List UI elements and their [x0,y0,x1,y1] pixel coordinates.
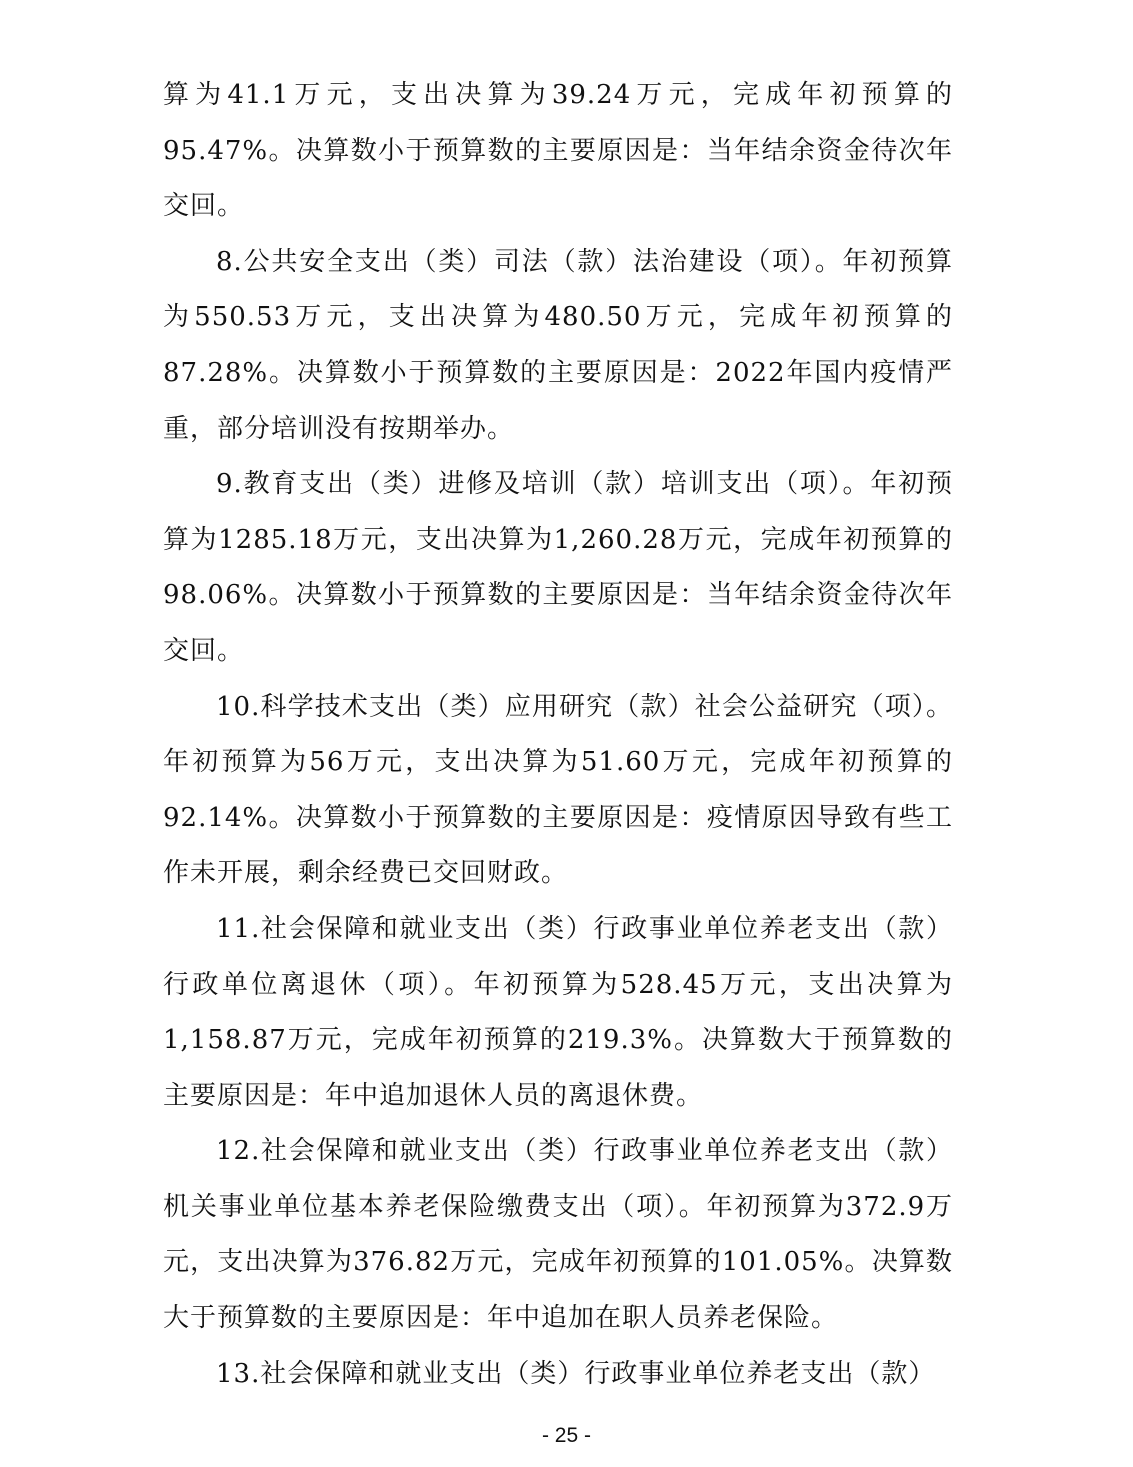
paragraph-item-12: 12.社会保障和就业支出（类）行政事业单位养老支出（款）机关事业单位基本养老保险缴费支出（项）。年初预算为372.9万元，支出决算为376.82万元，完成年初预算的101.05%。决算数大于预算数的主要原因是：年中追加在职人员养老保险。 [163,1136,953,1334]
paragraph-item-11: 11.社会保障和就业支出（类）行政事业单位养老支出（款）行政单位离退休（项）。年初预算为528.45万元，支出决算为1,158.87万元，完成年初预算的219.3%。决算数大于预算数的主要原因是：年中追加退休人员的离退休费。 [163,913,953,1111]
paragraph-item-8: 8.公共安全支出（类）司法（款）法治建设（项）。年初预算为550.53万元，支出决算为480.50万元，完成年初预算的87.28%。决算数小于预算数的主要原因是：2022年国内疫情严重，部分培训没有按期举办。 [163,246,953,444]
page-number: - 25 - [541,1424,591,1447]
paragraph-item-13: 13.社会保障和就业支出（类）行政事业单位养老支出（款） [216,1358,936,1389]
paragraph-item-9: 9.教育支出（类）进修及培训（款）培训支出（项）。年初预算为1285.18万元，支出决算为1,260.28万元，完成年初预算的98.06%。决算数小于预算数的主要原因是：当年结余资金待次年交回。 [163,469,953,666]
paragraph-item-10: 10.科学技术支出（类）应用研究（款）社会公益研究（项）。年初预算为56万元，支出决算为51.60万元，完成年初预算的92.14%。决算数小于预算数的主要原因是：疫情原因导致有些工作未开展，剩余经费已交回财政。 [163,691,953,889]
paragraph-continuation: 算为41.1万元，支出决算为39.24万元，完成年初预算的95.47%。决算数小于预算数的主要原因是：当年结余资金待次年交回。 [163,80,953,222]
document-body [163,68,953,1402]
